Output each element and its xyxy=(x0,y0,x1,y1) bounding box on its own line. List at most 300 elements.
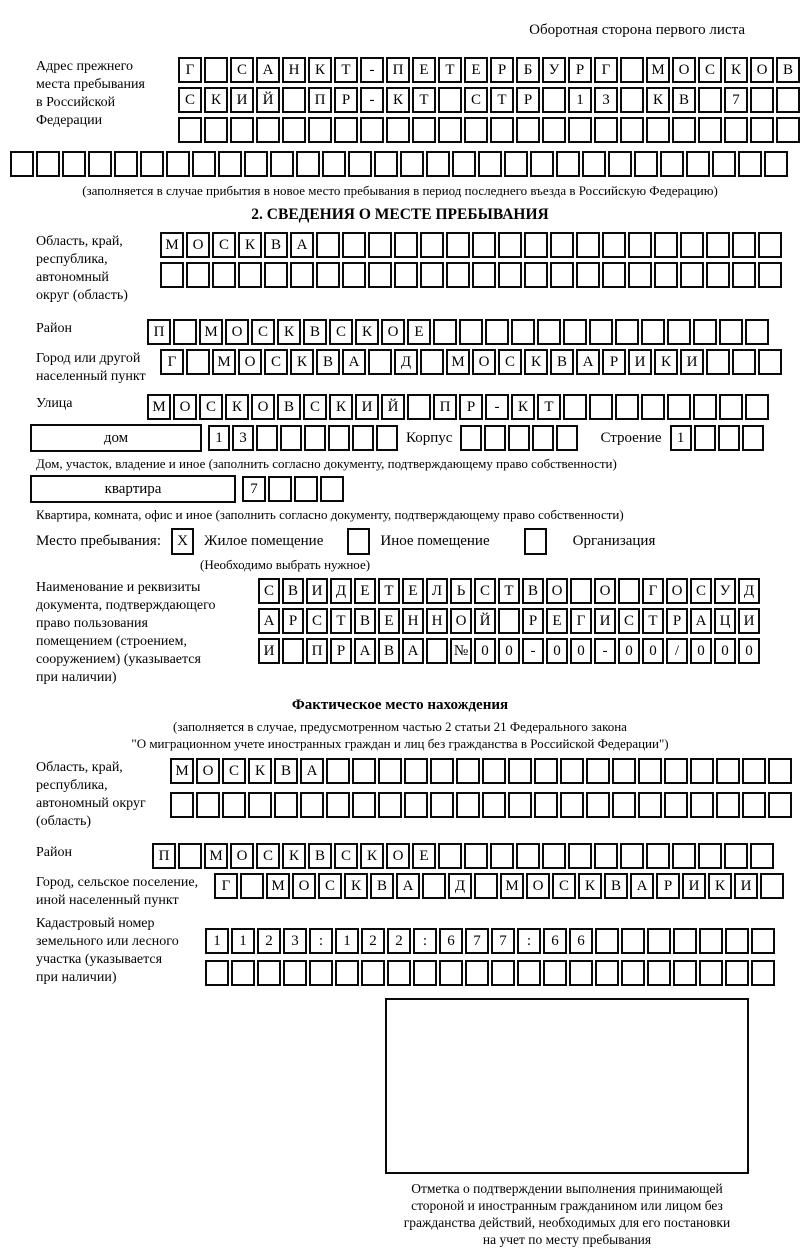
char-cell: Н xyxy=(426,608,448,634)
char-cell xyxy=(160,262,184,288)
char-cell xyxy=(478,151,502,177)
char-cell xyxy=(426,638,448,664)
char-cell: О xyxy=(526,873,550,899)
label-line: автономный xyxy=(36,270,109,285)
char-cell: Р xyxy=(490,57,514,83)
char-cell xyxy=(680,262,704,288)
char-cell xyxy=(516,117,540,143)
char-cell xyxy=(170,792,194,818)
char-cell xyxy=(231,960,255,986)
char-cell xyxy=(464,117,488,143)
char-cell: М xyxy=(160,232,184,258)
char-cell: В xyxy=(282,578,304,604)
char-cell xyxy=(690,758,714,784)
char-cell: 7 xyxy=(724,87,748,113)
char-cell xyxy=(342,232,366,258)
char-cell xyxy=(576,232,600,258)
char-cell: Д xyxy=(448,873,472,899)
house-row xyxy=(30,424,790,452)
char-cell: П xyxy=(306,638,328,664)
char-cell xyxy=(698,87,722,113)
cadastral-row-1 xyxy=(205,928,775,954)
char-cell: Е xyxy=(546,608,568,634)
fact-city-label xyxy=(10,873,214,910)
label-line: республика, xyxy=(36,252,108,267)
char-cell: А xyxy=(258,608,280,634)
char-cell xyxy=(268,476,292,502)
char-cell: К xyxy=(204,87,228,113)
char-cell: Р xyxy=(334,87,358,113)
char-cell: К xyxy=(344,873,368,899)
char-cell xyxy=(508,758,532,784)
char-cell: И xyxy=(355,394,379,420)
char-cell xyxy=(10,151,34,177)
char-cell: 1 xyxy=(205,928,229,954)
char-cell xyxy=(328,425,350,451)
char-cell: 0 xyxy=(690,638,712,664)
char-cell: В xyxy=(316,349,340,375)
char-cell xyxy=(537,319,561,345)
char-cell xyxy=(368,232,392,258)
street-label: Улица xyxy=(36,396,73,411)
char-cell: И xyxy=(230,87,254,113)
char-cell xyxy=(140,151,164,177)
char-cell: К xyxy=(225,394,249,420)
char-cell xyxy=(412,117,436,143)
prev-address-row-2 xyxy=(178,87,800,113)
house-number-cells xyxy=(208,425,398,451)
region-field xyxy=(10,232,790,305)
label-line: Область, край, xyxy=(36,760,123,775)
char-cell: К xyxy=(355,319,379,345)
prev-address-row-1 xyxy=(178,57,800,83)
char-cell xyxy=(615,394,639,420)
fact-region-rows xyxy=(170,758,792,822)
label-line: стороной и иностранным гражданином или лицом без xyxy=(411,1198,723,1213)
label-line: (область) xyxy=(36,814,92,829)
char-cell: Й xyxy=(256,87,280,113)
char-cell: В xyxy=(378,638,400,664)
char-cell xyxy=(595,960,619,986)
char-cell: Т xyxy=(498,578,520,604)
char-cell: 0 xyxy=(738,638,760,664)
char-cell: О xyxy=(450,608,472,634)
char-cell xyxy=(654,262,678,288)
char-cell xyxy=(560,758,584,784)
char-cell: С xyxy=(329,319,353,345)
char-cell: К xyxy=(248,758,272,784)
char-cell: Ц xyxy=(714,608,736,634)
char-cell: М xyxy=(500,873,524,899)
char-cell xyxy=(628,232,652,258)
city-row xyxy=(160,349,782,375)
cadastral-label xyxy=(10,914,205,987)
char-cell: Е xyxy=(412,57,436,83)
char-cell xyxy=(282,87,306,113)
stay-type-note: (Необходимо выбрать нужное) xyxy=(200,557,371,572)
label-line: помещением (строением, xyxy=(36,634,187,649)
char-cell xyxy=(680,232,704,258)
cadastral-row-2 xyxy=(205,960,775,986)
char-cell: : xyxy=(517,928,541,954)
char-cell xyxy=(594,117,618,143)
char-cell: П xyxy=(433,394,457,420)
char-cell xyxy=(482,792,506,818)
stay-type-row xyxy=(36,528,790,555)
char-cell xyxy=(542,843,566,869)
doc-field xyxy=(10,578,790,687)
char-cell: О xyxy=(186,232,210,258)
char-cell: 1 xyxy=(335,928,359,954)
fact-city-field xyxy=(10,873,790,910)
label-line: республика, xyxy=(36,778,108,793)
char-cell: А xyxy=(402,638,424,664)
char-cell: 1 xyxy=(231,928,255,954)
char-cell xyxy=(542,87,566,113)
char-cell xyxy=(602,262,626,288)
char-cell xyxy=(485,319,509,345)
char-cell: О xyxy=(672,57,696,83)
char-cell: 6 xyxy=(543,928,567,954)
char-cell: А xyxy=(396,873,420,899)
char-cell: Г xyxy=(178,57,202,83)
char-cell xyxy=(368,349,392,375)
char-cell xyxy=(270,151,294,177)
char-cell xyxy=(280,425,302,451)
city-field xyxy=(10,349,790,386)
char-cell xyxy=(672,843,696,869)
char-cell: В xyxy=(522,578,544,604)
char-cell xyxy=(326,758,350,784)
char-cell xyxy=(36,151,60,177)
char-cell: К xyxy=(524,349,548,375)
char-cell xyxy=(542,117,566,143)
char-cell: О xyxy=(472,349,496,375)
label-line: гражданства действий, необходимых для его постановки xyxy=(403,1215,731,1230)
district-label: Район xyxy=(36,321,72,336)
char-cell: В xyxy=(672,87,696,113)
char-cell xyxy=(257,960,281,986)
stroenie-label: Строение xyxy=(600,429,662,446)
char-cell xyxy=(472,262,496,288)
char-cell: С xyxy=(256,843,280,869)
fact-region-row-2 xyxy=(170,792,792,818)
label-line: Область, край, xyxy=(36,234,123,249)
char-cell xyxy=(706,262,730,288)
char-cell xyxy=(732,232,756,258)
char-cell xyxy=(413,960,437,986)
char-cell: Д xyxy=(330,578,352,604)
char-cell: 7 xyxy=(491,928,515,954)
char-cell xyxy=(719,394,743,420)
char-cell: - xyxy=(360,87,384,113)
label-line: Город, сельское поселение, xyxy=(36,875,199,890)
option-residential-label: Жилое помещение xyxy=(204,533,324,549)
char-cell: Г xyxy=(570,608,592,634)
char-cell xyxy=(586,758,610,784)
char-cell: О xyxy=(381,319,405,345)
char-cell xyxy=(352,792,376,818)
char-cell xyxy=(534,792,558,818)
korpus-label: Корпус xyxy=(406,429,453,446)
char-cell: И xyxy=(680,349,704,375)
char-cell xyxy=(594,843,618,869)
char-cell: К xyxy=(708,873,732,899)
char-cell xyxy=(621,960,645,986)
char-cell xyxy=(667,394,691,420)
char-cell xyxy=(550,262,574,288)
char-cell xyxy=(240,873,264,899)
char-cell xyxy=(456,792,480,818)
char-cell: И xyxy=(258,638,280,664)
char-cell: М xyxy=(199,319,223,345)
char-cell: П xyxy=(147,319,171,345)
street-field xyxy=(10,394,790,420)
char-cell: С xyxy=(474,578,496,604)
char-cell xyxy=(283,960,307,986)
char-cell xyxy=(751,960,775,986)
char-cell xyxy=(750,843,774,869)
char-cell xyxy=(456,758,480,784)
prev-address-row-3 xyxy=(178,117,800,143)
char-cell xyxy=(634,151,658,177)
char-cell: О xyxy=(238,349,262,375)
stamp-area xyxy=(385,998,749,1248)
prev-address-field xyxy=(10,57,793,147)
char-cell xyxy=(192,151,216,177)
char-cell xyxy=(474,873,498,899)
char-cell xyxy=(222,792,246,818)
char-cell: 6 xyxy=(439,928,463,954)
char-cell: П xyxy=(152,843,176,869)
char-cell xyxy=(296,151,320,177)
char-cell xyxy=(378,792,402,818)
label-line: автономный округ xyxy=(36,796,146,811)
char-cell: У xyxy=(542,57,566,83)
char-cell: К xyxy=(360,843,384,869)
char-cell: Е xyxy=(412,843,436,869)
char-cell: О xyxy=(594,578,616,604)
char-cell xyxy=(556,425,578,451)
char-cell: : xyxy=(413,928,437,954)
char-cell xyxy=(264,262,288,288)
label-line: (заполняется в случае, предусмотренном частью 2 статьи 21 Федерального закона xyxy=(173,719,627,734)
char-cell xyxy=(716,758,740,784)
char-cell: Н xyxy=(282,57,306,83)
char-cell xyxy=(433,319,457,345)
char-cell: О xyxy=(230,843,254,869)
char-cell xyxy=(304,425,326,451)
char-cell xyxy=(320,476,344,502)
fact-region-label xyxy=(10,758,170,831)
label-line: Федерации xyxy=(36,113,103,128)
char-cell xyxy=(316,262,340,288)
char-cell xyxy=(719,319,743,345)
char-cell: Т xyxy=(490,87,514,113)
char-cell xyxy=(360,117,384,143)
char-cell xyxy=(768,758,792,784)
char-cell: С xyxy=(698,57,722,83)
char-cell xyxy=(490,843,514,869)
char-cell xyxy=(446,262,470,288)
char-cell xyxy=(620,117,644,143)
char-cell: А xyxy=(630,873,654,899)
char-cell: В xyxy=(303,319,327,345)
char-cell xyxy=(491,960,515,986)
char-cell: Р xyxy=(568,57,592,83)
option-organization-label: Организация xyxy=(572,533,656,549)
char-cell xyxy=(586,792,610,818)
doc-row-1 xyxy=(258,578,760,604)
char-cell: О xyxy=(196,758,220,784)
char-cell: Т xyxy=(642,608,664,634)
char-cell: К xyxy=(329,394,353,420)
char-cell xyxy=(420,349,444,375)
char-cell: 2 xyxy=(257,928,281,954)
label-line: сооружением) (указывается xyxy=(36,652,201,667)
char-cell: К xyxy=(277,319,301,345)
option-other-premises-label: Иное помещение xyxy=(380,533,490,549)
char-cell: С xyxy=(498,349,522,375)
char-cell xyxy=(556,151,580,177)
char-cell: С xyxy=(178,87,202,113)
char-cell: В xyxy=(264,232,288,258)
char-cell xyxy=(212,262,236,288)
char-cell: 3 xyxy=(594,87,618,113)
char-cell xyxy=(776,87,800,113)
char-cell: 1 xyxy=(208,425,230,451)
char-cell xyxy=(244,151,268,177)
label-line: "О миграционном учете иностранных граждан и лиц без гражданства в Российской Федерации") xyxy=(131,736,669,751)
char-cell xyxy=(459,319,483,345)
checkbox-other-premises[interactable] xyxy=(347,528,370,555)
char-cell: С xyxy=(199,394,223,420)
char-cell xyxy=(768,792,792,818)
house-wide-box: дом xyxy=(30,424,202,452)
char-cell xyxy=(407,394,431,420)
char-cell xyxy=(248,792,272,818)
apartment-number-cells xyxy=(242,476,344,502)
fact-region-field xyxy=(10,758,790,831)
char-cell xyxy=(672,117,696,143)
char-cell xyxy=(422,873,446,899)
char-cell: М xyxy=(266,873,290,899)
stamp-box xyxy=(385,998,749,1174)
char-cell xyxy=(698,117,722,143)
char-cell xyxy=(530,151,554,177)
char-cell: Г xyxy=(214,873,238,899)
char-cell: С xyxy=(690,578,712,604)
label-line: Отметка о подтверждении выполнения принимающей xyxy=(411,1181,723,1196)
char-cell xyxy=(374,151,398,177)
char-cell xyxy=(550,232,574,258)
char-cell: Й xyxy=(381,394,405,420)
char-cell: А xyxy=(342,349,366,375)
char-cell xyxy=(732,349,756,375)
char-cell: И xyxy=(738,608,760,634)
char-cell xyxy=(472,232,496,258)
char-cell xyxy=(426,151,450,177)
char-cell xyxy=(300,792,324,818)
char-cell: У xyxy=(714,578,736,604)
char-cell xyxy=(482,758,506,784)
char-cell xyxy=(647,960,671,986)
char-cell xyxy=(517,960,541,986)
char-cell: О xyxy=(225,319,249,345)
char-cell xyxy=(732,262,756,288)
label-line: иной населенный пункт xyxy=(36,893,179,908)
char-cell: Г xyxy=(160,349,184,375)
char-cell xyxy=(745,394,769,420)
char-cell: С xyxy=(618,608,640,634)
char-cell xyxy=(646,117,670,143)
char-cell: К xyxy=(511,394,535,420)
label-line: Адрес прежнего xyxy=(36,59,133,74)
char-cell xyxy=(776,117,800,143)
char-cell xyxy=(282,117,306,143)
char-cell xyxy=(294,476,318,502)
apartment-row xyxy=(30,475,790,503)
char-cell xyxy=(511,319,535,345)
char-cell xyxy=(342,262,366,288)
char-cell xyxy=(308,117,332,143)
prev-address-note: (заполняется в случае прибытия в новое место пребывания в период последнего въезда в Российскую Федерацию) xyxy=(82,183,718,198)
char-cell: С xyxy=(264,349,288,375)
char-cell xyxy=(439,960,463,986)
char-cell xyxy=(758,232,782,258)
char-cell xyxy=(387,960,411,986)
label-line: земельного или лесного xyxy=(36,934,179,949)
stamp-caption xyxy=(385,1180,749,1248)
char-cell xyxy=(238,262,262,288)
char-cell: С xyxy=(222,758,246,784)
char-cell xyxy=(620,57,644,83)
char-cell xyxy=(438,843,462,869)
char-cell xyxy=(589,319,613,345)
char-cell: 1 xyxy=(670,425,692,451)
char-cell: 3 xyxy=(283,928,307,954)
char-cell: 7 xyxy=(465,928,489,954)
checkbox-residential[interactable]: X xyxy=(171,528,194,555)
char-cell xyxy=(764,151,788,177)
char-cell xyxy=(718,425,740,451)
char-cell xyxy=(690,792,714,818)
actual-location-note xyxy=(10,718,790,752)
char-cell: М xyxy=(646,57,670,83)
char-cell: В xyxy=(354,608,376,634)
char-cell: В xyxy=(370,873,394,899)
char-cell: И xyxy=(682,873,706,899)
char-cell: В xyxy=(274,758,298,784)
char-cell xyxy=(256,425,278,451)
checkbox-organization[interactable] xyxy=(524,528,547,555)
char-cell xyxy=(595,928,619,954)
char-cell: - xyxy=(360,57,384,83)
actual-location-title: Фактическое место нахождения xyxy=(291,697,509,713)
char-cell xyxy=(446,232,470,258)
label-line: на учет по месту пребывания xyxy=(482,1232,652,1247)
char-cell xyxy=(524,232,548,258)
char-cell xyxy=(394,262,418,288)
char-cell: М xyxy=(446,349,470,375)
char-cell xyxy=(178,843,202,869)
char-cell: Г xyxy=(594,57,618,83)
char-cell xyxy=(88,151,112,177)
char-cell xyxy=(516,843,540,869)
char-cell xyxy=(334,117,358,143)
label-line: документа, подтверждающего xyxy=(36,598,216,613)
doc-label xyxy=(10,578,258,687)
